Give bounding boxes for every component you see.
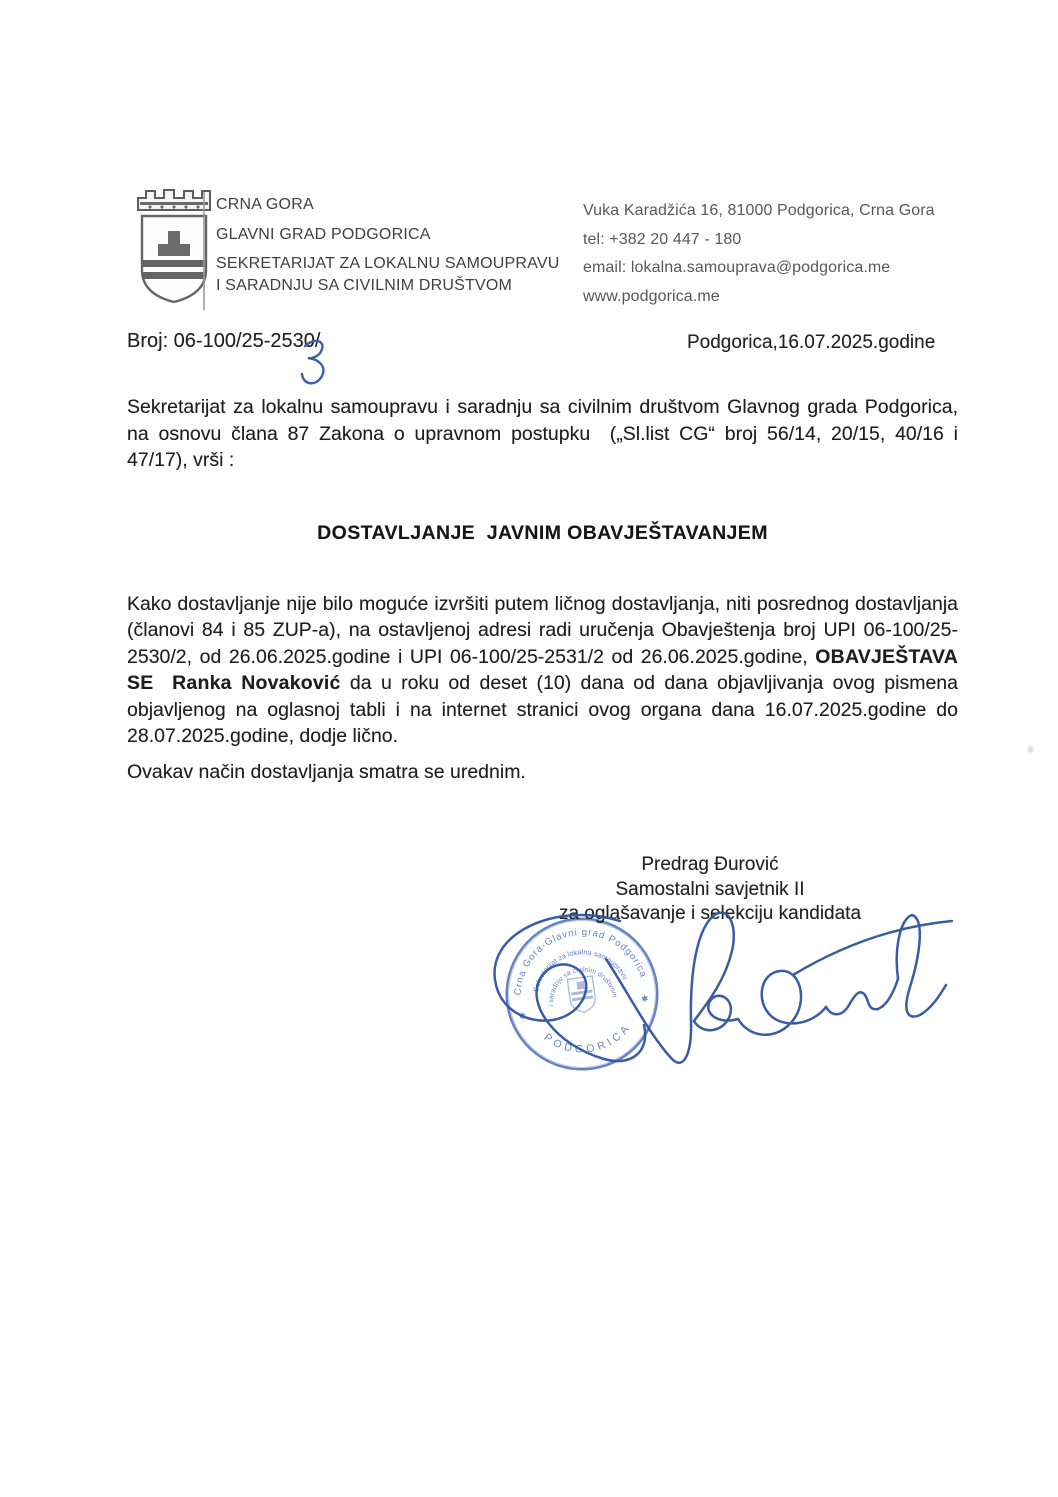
body-bold-recipient-name: Ranka Novaković (172, 672, 341, 695)
contact-block (583, 197, 935, 311)
stamp-inner-text-1: Sekretarijat za lokalnu samoupravu (531, 947, 630, 993)
org-country: CRNA GORA (216, 196, 314, 213)
stamp-bottom-text: PODGORICA (541, 1020, 634, 1056)
signatory-title: Samostalni savjetnik II (615, 878, 805, 900)
stamp-outer-text: Crna Gora-Glavni grad Podgorica (512, 927, 649, 996)
org-city: GLAVNI GRAD PODGORICA (216, 226, 431, 243)
body-gap (153, 672, 172, 694)
org-secretariat-line1: SEKRETARIJAT ZA LOKALNU SAMOUPRAVU (216, 255, 560, 272)
body-text-part1: Kako dostavljanje nije bilo moguće izvršiti putem ličnog dostavljanja, niti posrednog dostavljanja (članovi 84 i 85 ZUP-a), na ostavljenoj adresi radi uručenja Obavještenja broj UPI 06-100/25-2530/2, od 26.06.2025.godine i UPI 06-100/25-2531/2 od 26.06.2025.godine, (127, 593, 958, 668)
signatory-name: Predrag Đurović (641, 854, 779, 875)
contact-address: Vuka Karadžića 16, 81000 Podgorica, Crna Gora (583, 202, 935, 219)
header-divider (203, 192, 205, 310)
document-title: DOSTAVLJANJE JAVNIM OBAVJEŠTAVANJEM (317, 522, 768, 544)
place-and-date: Podgorica,16.07.2025.godine (687, 332, 936, 353)
stamp-inner-text-2: i saradnju sa civilnim društvom (548, 966, 618, 1007)
org-secretariat-line2: I SARADNJU SA CIVILNIM DRUŠTVOM (216, 277, 513, 294)
handwritten-signature-icon (388, 893, 963, 1088)
closing-paragraph: Ovakav način dostavljanja smatra se urednim. (127, 761, 526, 783)
signatory-role: za oglašavanje i selekciju kandidata (558, 903, 862, 924)
scan-speck (1026, 744, 1035, 755)
organization-block (216, 196, 559, 297)
body-bold-obavjestava-se: OBAVJEŠTAVA SE (127, 645, 958, 695)
intro-paragraph: Sekretarijat za lokalnu samoupravu i saradnju sa civilnim društvom Glavnog grada Podgorica, na osnovu člana 87 Zakona o upravnom postupku („Sl.list CG“ broj 56/14, 20/15, 40/16 i 47/17), vrši : (127, 396, 964, 471)
contact-website: www.podgorica.me (583, 287, 720, 305)
stamp-star-right-icon: ✱ (640, 993, 650, 1005)
contact-phone: tel: +382 20 447 - 180 (583, 230, 742, 248)
stamp-star-left-icon: ✱ (518, 1010, 527, 1022)
handwritten-number-icon (297, 336, 333, 392)
body-text-part2: da u roku od deset (10) dana od dana objavljivanja ovog pismena objavljenog na oglasnoj tabli i na internet stranici ovog organa dana 16.07.2025.godine do 28.07.2025.godine, dodje lično. (127, 672, 958, 748)
contact-email: email: lokalna.samouprava@podgorica.me (583, 259, 891, 276)
body-paragraph (127, 591, 958, 749)
reference-number: Broj: 06-100/25-2530/ (127, 330, 321, 352)
